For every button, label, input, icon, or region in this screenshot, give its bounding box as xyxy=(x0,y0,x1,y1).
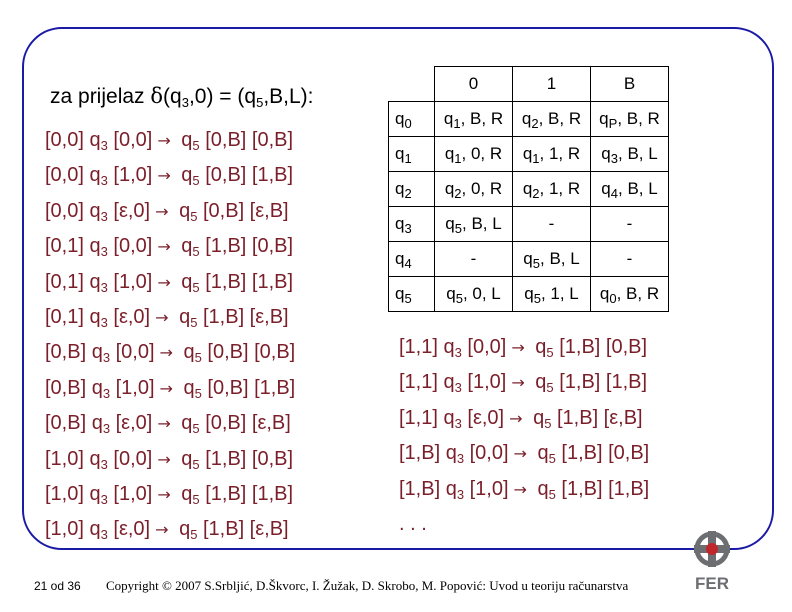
transition-line xyxy=(399,401,649,436)
cell-rest: , B, R xyxy=(617,109,660,128)
transition-table xyxy=(388,66,669,312)
cell-sub: 2 xyxy=(454,186,462,201)
table-state-cell xyxy=(389,137,435,172)
line-sub: 5 xyxy=(548,451,556,467)
line-result: [0,B] [ε,B] xyxy=(199,412,291,435)
line-source: [0,B] q xyxy=(45,341,103,364)
line-result: [1,B] [0,B] xyxy=(555,442,650,465)
line-sub: 5 xyxy=(192,456,200,472)
cell-rest: , 1, R xyxy=(539,144,581,163)
title-sub: 3 xyxy=(181,95,189,110)
line-source: [1,1] q xyxy=(399,371,455,394)
line-sub: 5 xyxy=(548,486,556,502)
arrow-icon: → xyxy=(157,272,171,292)
cell-sub: 5 xyxy=(532,256,540,271)
cell-rest: , B, L xyxy=(462,214,502,233)
table-cell xyxy=(435,242,513,277)
line-next: q xyxy=(529,371,547,394)
cell-rest: - xyxy=(626,214,633,233)
line-next: q xyxy=(527,406,545,429)
cell-rest: , 0, L xyxy=(462,284,501,303)
cell-sub: 4 xyxy=(610,186,618,201)
line-sub: 3 xyxy=(100,314,108,330)
line-sub: 5 xyxy=(192,173,200,189)
line-source: [1,0] q xyxy=(45,447,101,470)
state-sub: 4 xyxy=(404,256,412,271)
transition-line xyxy=(399,330,649,365)
line-read: [0,0] xyxy=(107,129,153,151)
arrow-icon: → xyxy=(157,237,171,257)
table-state-cell xyxy=(389,172,435,207)
line-read: [0,0] xyxy=(110,341,155,364)
cell-rest: , 1, R xyxy=(539,179,581,198)
table-cell xyxy=(513,137,591,172)
table-cell xyxy=(435,277,513,312)
state-sub: 1 xyxy=(404,151,412,166)
line-sub: 3 xyxy=(100,138,108,153)
title-delta: δ xyxy=(150,84,164,108)
line-sub: 5 xyxy=(194,350,202,366)
cell-rest: , B, R xyxy=(460,109,504,128)
cell-sub: 3 xyxy=(610,151,618,166)
line-read: [0,0] xyxy=(107,235,153,258)
table-cell xyxy=(435,207,513,242)
line-sub: 3 xyxy=(100,208,108,224)
arrow-icon: → xyxy=(157,166,171,186)
line-result: [1,B] [0,B] xyxy=(199,447,294,470)
table-row xyxy=(389,207,669,242)
table-cell xyxy=(591,102,669,137)
line-sub: 3 xyxy=(456,486,465,502)
line-result: [0,B] [0,B] xyxy=(199,129,294,151)
line-next: q xyxy=(173,305,191,328)
title-sub: 5 xyxy=(256,95,264,110)
line-source: [0,B] q xyxy=(45,412,103,435)
line-source: [0,0] q xyxy=(45,129,101,151)
table-cell xyxy=(591,137,669,172)
cell-state: q xyxy=(444,179,455,198)
line-next: q xyxy=(531,442,549,465)
line-read: [0,0] xyxy=(464,442,509,465)
line-read: [ε,0] xyxy=(107,518,151,541)
table-cell xyxy=(591,172,669,207)
line-sub: 5 xyxy=(544,415,552,431)
line-result: [1,B] [ε,B] xyxy=(197,305,289,328)
line-result: [0,B] [ε,B] xyxy=(197,199,289,222)
transition-line xyxy=(45,123,295,158)
state-sub: 2 xyxy=(404,186,412,201)
transition-line xyxy=(45,477,295,512)
table-cell xyxy=(591,242,669,277)
logo-text: FER xyxy=(695,574,729,593)
cell-sub: 2 xyxy=(531,116,539,131)
transition-line xyxy=(45,335,295,370)
line-sub: 3 xyxy=(100,173,108,189)
line-source: [0,B] q xyxy=(45,376,103,399)
line-read: [ε,0] xyxy=(110,412,153,435)
table-state-cell xyxy=(389,207,435,242)
transition-list-left xyxy=(45,123,295,548)
line-next: q xyxy=(175,412,193,435)
line-sub: 3 xyxy=(100,491,108,507)
line-source: [1,0] q xyxy=(45,482,101,505)
arrow-icon: → xyxy=(159,378,173,398)
transition-line xyxy=(45,300,295,335)
arrow-icon: → xyxy=(155,520,169,540)
table-cell xyxy=(513,172,591,207)
line-read: [ε,0] xyxy=(107,305,151,328)
line-next: q xyxy=(529,336,547,358)
line-read: [0,0] xyxy=(461,336,507,358)
line-next: q xyxy=(531,477,549,500)
cell-sub: P xyxy=(608,116,618,131)
transition-line xyxy=(45,265,295,300)
line-read: [1,0] xyxy=(107,270,153,293)
cell-rest: , B, L xyxy=(540,249,580,268)
cell-state: q xyxy=(445,214,455,233)
line-source: [1,B] q xyxy=(399,442,457,465)
line-result: [1,B] [1,B] xyxy=(199,482,294,505)
line-read: [1,0] xyxy=(464,477,509,500)
line-sub: 3 xyxy=(456,451,465,467)
line-sub: 3 xyxy=(102,421,111,437)
transition-line xyxy=(45,371,295,406)
transition-line xyxy=(399,365,649,400)
cell-state: q xyxy=(524,284,534,303)
arrow-icon: → xyxy=(157,131,171,150)
table-cell xyxy=(435,172,513,207)
table-row xyxy=(389,172,669,207)
cell-sub: 2 xyxy=(532,186,540,201)
cell-sub: 1 xyxy=(454,151,462,166)
line-result: [0,B] [0,B] xyxy=(201,341,296,364)
line-result: [1,B] [ε,B] xyxy=(551,406,643,429)
line-result: [1,B] [1,B] xyxy=(555,477,650,500)
arrow-icon: → xyxy=(513,444,527,464)
cell-rest: , B, R xyxy=(616,284,660,303)
table-row xyxy=(389,242,669,277)
arrow-icon: → xyxy=(509,408,523,428)
table-cell xyxy=(513,207,591,242)
line-sub: 3 xyxy=(100,527,108,543)
table-header-cell: 0 xyxy=(435,67,513,102)
line-read: [1,0] xyxy=(110,376,155,399)
arrow-icon: → xyxy=(155,307,169,327)
cell-state: q xyxy=(599,284,610,303)
title-end: ,B,L): xyxy=(263,85,314,108)
line-sub: 3 xyxy=(102,350,111,366)
fer-logo xyxy=(688,529,736,593)
cell-rest: , B, L xyxy=(618,179,658,198)
transition-list-right xyxy=(399,330,649,542)
table-cell xyxy=(435,137,513,172)
table-header-cell: B xyxy=(591,67,669,102)
transition-line xyxy=(45,406,295,441)
arrow-icon: → xyxy=(157,484,171,504)
line-source: [0,0] q xyxy=(45,164,101,187)
arrow-icon: → xyxy=(513,479,527,499)
table-cell xyxy=(435,102,513,137)
line-sub: 5 xyxy=(192,244,200,260)
table-row xyxy=(389,137,669,172)
line-next: q xyxy=(175,235,193,258)
line-sub: 5 xyxy=(190,314,198,330)
line-read: [ε,0] xyxy=(461,406,505,429)
line-source: [1,1] q xyxy=(399,406,455,429)
line-result: [1,B] [ε,B] xyxy=(197,518,289,541)
title-body: (q xyxy=(163,85,182,108)
transition-line xyxy=(45,442,295,477)
cell-rest: - xyxy=(548,214,555,233)
line-next: q xyxy=(173,199,191,222)
table-header-cell: 1 xyxy=(513,67,591,102)
cell-rest: , 0, R xyxy=(461,144,503,163)
line-read: [1,0] xyxy=(461,371,507,394)
line-sub: 3 xyxy=(102,385,111,401)
table-state-cell xyxy=(389,102,435,137)
line-result: [0,B] [1,B] xyxy=(201,376,296,399)
cell-rest: , 1, L xyxy=(540,284,579,303)
arrow-icon: → xyxy=(157,414,171,434)
line-sub: 3 xyxy=(100,456,108,472)
table-cell xyxy=(513,102,591,137)
line-sub: 5 xyxy=(546,380,554,396)
line-source: [1,0] q xyxy=(45,518,101,541)
slide-title xyxy=(50,84,314,109)
cell-state: q xyxy=(444,144,455,163)
cell-sub: 0 xyxy=(609,291,617,306)
arrow-icon: → xyxy=(159,343,173,363)
line-sub: 5 xyxy=(190,208,198,224)
cell-sub: 5 xyxy=(455,291,463,306)
line-next: q xyxy=(173,518,191,541)
table-row xyxy=(389,277,669,312)
line-source: [0,1] q xyxy=(45,305,101,328)
table-state-cell xyxy=(389,277,435,312)
arrow-icon: → xyxy=(155,201,169,221)
line-sub: 5 xyxy=(546,345,554,360)
table-cell xyxy=(591,207,669,242)
transition-line xyxy=(45,158,295,193)
cell-rest: - xyxy=(626,249,633,268)
state-sub: 0 xyxy=(404,116,412,131)
line-result: [1,B] [0,B] xyxy=(553,336,648,358)
line-read: [ε,0] xyxy=(107,199,151,222)
cell-state: q xyxy=(599,109,609,128)
table-corner xyxy=(389,67,435,102)
line-sub: 5 xyxy=(194,385,202,401)
line-sub: 5 xyxy=(192,491,200,507)
line-next: q xyxy=(175,447,193,470)
line-sub: 3 xyxy=(454,380,462,396)
line-source: [1,B] q xyxy=(399,477,457,500)
line-sub: 5 xyxy=(192,421,200,437)
line-result: [1,B] [1,B] xyxy=(199,270,294,293)
logo-center xyxy=(706,543,718,555)
table-cell xyxy=(513,242,591,277)
cell-state: q xyxy=(522,179,533,198)
transition-line xyxy=(45,194,295,229)
title-prefix: za prijelaz xyxy=(50,85,151,108)
line-sub: 5 xyxy=(190,527,198,543)
cell-state: q xyxy=(446,284,456,303)
table-header-row xyxy=(389,67,669,102)
line-result: [1,B] [1,B] xyxy=(553,371,648,394)
transition-line xyxy=(399,472,649,507)
line-result: [1,B] [0,B] xyxy=(199,235,294,258)
state-label: q xyxy=(395,179,405,198)
line-sub: 3 xyxy=(454,415,462,431)
state-sub: 3 xyxy=(404,221,412,236)
cell-state: q xyxy=(601,144,611,163)
transition-line xyxy=(399,436,649,471)
state-label: q xyxy=(395,249,405,268)
table-state-cell xyxy=(389,242,435,277)
cell-sub: 1 xyxy=(453,116,461,131)
line-sub: 3 xyxy=(454,345,462,360)
line-result: [0,B] [1,B] xyxy=(199,164,294,187)
arrow-icon: → xyxy=(511,373,525,393)
copyright-text: Copyright © 2007 S.Srbljić, D.Škvorc, I. Žužak, D. Skrobo, M. Popović: Uvod u teoriju računarstva xyxy=(106,578,629,593)
cell-rest: , B, R xyxy=(538,109,582,128)
line-source: [1,1] q xyxy=(399,336,455,358)
cell-state: q xyxy=(521,109,532,128)
table-cell xyxy=(591,277,669,312)
cell-state: q xyxy=(443,109,454,128)
cell-state: q xyxy=(523,249,533,268)
line-next: q xyxy=(177,341,195,364)
table-cell xyxy=(513,277,591,312)
table-row xyxy=(389,102,669,137)
state-label: q xyxy=(395,109,405,128)
state-sub: 5 xyxy=(404,291,412,306)
cell-sub: 1 xyxy=(532,151,540,166)
line-source: [0,0] q xyxy=(45,199,101,222)
transition-line xyxy=(45,512,295,547)
cell-state: q xyxy=(601,179,611,198)
cell-rest: , B, L xyxy=(618,144,658,163)
line-source: [0,1] q xyxy=(45,235,101,258)
ellipsis: . . . xyxy=(399,512,427,535)
cell-sub: 5 xyxy=(533,291,541,306)
cell-sub: 5 xyxy=(454,221,462,236)
line-read: [1,0] xyxy=(107,482,153,505)
line-next: q xyxy=(175,270,193,293)
line-sub: 5 xyxy=(192,279,200,295)
arrow-icon: → xyxy=(157,449,171,469)
cell-rest: , 0, R xyxy=(461,179,503,198)
state-label: q xyxy=(395,144,405,163)
line-sub: 5 xyxy=(192,138,200,153)
line-read: [0,0] xyxy=(107,447,153,470)
cell-state: q xyxy=(522,144,533,163)
line-next: q xyxy=(175,482,193,505)
line-next: q xyxy=(175,129,193,151)
arrow-icon: → xyxy=(511,338,525,357)
line-source: [0,1] q xyxy=(45,270,101,293)
title-mid: ,0) = (q xyxy=(188,85,257,108)
page-number: 21 od 36 xyxy=(34,579,81,593)
cell-rest: - xyxy=(470,249,477,268)
line-next: q xyxy=(177,376,195,399)
line-sub: 3 xyxy=(100,244,108,260)
transition-line xyxy=(45,229,295,264)
line-read: [1,0] xyxy=(107,164,153,187)
state-label: q xyxy=(395,214,405,233)
state-label: q xyxy=(395,284,405,303)
line-sub: 3 xyxy=(100,279,108,295)
line-next: q xyxy=(175,164,193,187)
